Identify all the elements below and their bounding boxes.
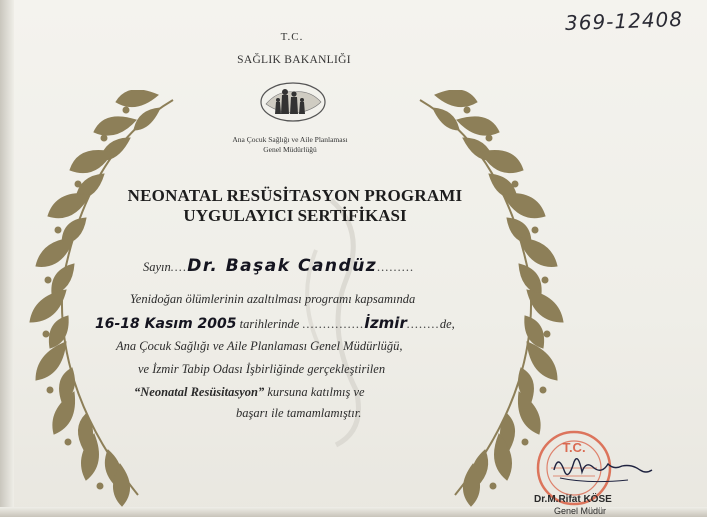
handwritten-number: 369-12408 [564, 6, 684, 36]
stamp-text: T.C. [562, 440, 586, 455]
recipient-name: Dr. Başak Candüz [187, 256, 378, 276]
ministry-logo-icon [258, 80, 328, 130]
department-name [205, 135, 375, 155]
certificate-title-line-2: UYGULAYICI SERTİFİKASI [183, 206, 407, 225]
course-city: İzmir [364, 314, 407, 332]
course-date: 16-18 Kasım 2005 [95, 316, 237, 332]
department-line-2: Genel Müdürlüğü [263, 145, 317, 154]
dots: ......... [377, 260, 415, 274]
body-line-2-end: de, [439, 317, 455, 331]
signatory-title: Genel Müdür [554, 506, 607, 516]
dots: .... [170, 260, 188, 274]
body-line-5-end: kursuna katılmış ve [267, 385, 365, 399]
dots: ............... [302, 317, 365, 331]
body-line-1: Yenidoğan ölümlerinin azaltılması programı kapsamında [130, 292, 416, 306]
body-line-4: ve İzmir Tabip Odası İşbirliğinde gerçekleştirilen [138, 362, 386, 376]
recipient-line [143, 256, 414, 276]
body-line-5 [134, 385, 365, 400]
header-tc: T.C. [280, 31, 304, 43]
signatory-name: Dr.M.Rifat KÖSE [534, 494, 612, 505]
dots: ........ [406, 317, 440, 331]
certificate-title-line-1: NEONATAL RESÜSİTASYON PROGRAMI [127, 186, 463, 205]
body-line-3: Ana Çocuk Sağlığı ve Aile Planlaması Genel Müdürlüğü, [116, 339, 403, 353]
department-line-1: Ana Çocuk Sağlığı ve Aile Planlaması [232, 135, 348, 144]
header-ministry: SAĞLIK BAKANLIĞI [237, 54, 351, 66]
body-line-2 [95, 314, 455, 332]
recipient-prefix: Sayın [143, 260, 171, 274]
body-line-2-mid: tarihlerinde [239, 317, 300, 331]
course-name: “Neonatal Resüsitasyon” [134, 385, 265, 399]
signature-icon [548, 440, 658, 490]
body-line-6: başarı ile tamamlamıştır. [236, 406, 362, 420]
